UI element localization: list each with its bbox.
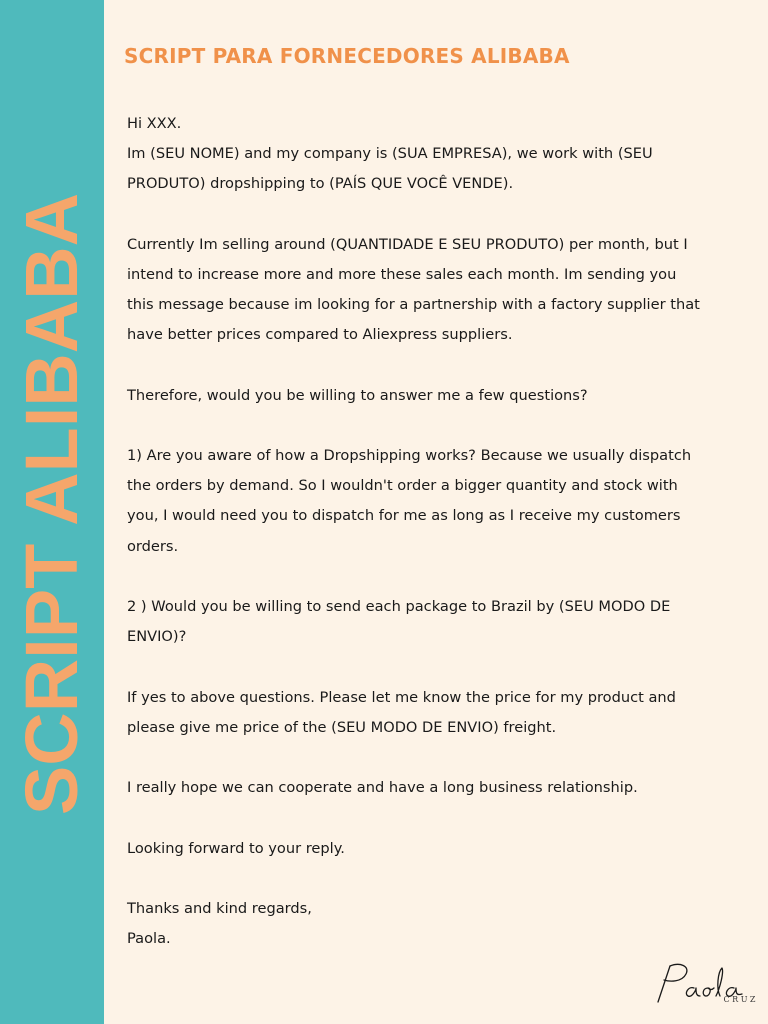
letter-paragraph-line: this message because im looking for a partnership with a factory supplier that <box>127 296 700 314</box>
paragraph-gap <box>127 743 752 773</box>
question-two-line: ENVIO)? <box>127 628 187 646</box>
paragraph-gap <box>127 200 752 230</box>
sidebar-band <box>0 0 104 1024</box>
paragraph-gap <box>127 803 752 833</box>
letter-paragraph-line: Currently Im selling around (QUANTIDADE E SEU PRODUTO) per month, but I <box>127 235 688 253</box>
paragraph-gap <box>127 411 752 441</box>
question-one-line: the orders by demand. So I wouldn't order a bigger quantity and stock with <box>127 477 678 495</box>
question-one-line: 1) Are you aware of how a Dropshipping works? Because we usually dispatch <box>127 447 692 465</box>
letter-paragraph-line: I really hope we can cooperate and have a long business relationship. <box>127 779 638 797</box>
question-two-line: 2 ) Would you be willing to send each package to Brazil by (SEU MODO DE <box>127 598 671 615</box>
paragraph-gap <box>127 652 752 682</box>
letter-paragraph-line: If yes to above questions. Please let me know the price for my product and <box>127 688 676 706</box>
sidebar-vertical-title: SCRIPT ALIBABA <box>10 192 93 816</box>
paragraph-gap <box>127 864 752 894</box>
signature-script-icon <box>650 958 762 1014</box>
page-title: SCRIPT PARA FORNECEDORES ALIBABA <box>124 44 570 68</box>
letter-intro-line: PRODUTO) dropshipping to (PAÍS QUE VOCÊ VENDE). <box>127 175 514 193</box>
question-one-line: you, I would need you to dispatch for me as long as I receive my customers <box>127 507 681 525</box>
letter-closing: Thanks and kind regards, <box>127 899 312 917</box>
letter-paragraph-line: please give me price of the (SEU MODO DE ENVIO) freight. <box>127 718 557 736</box>
letter-body <box>127 109 752 954</box>
paragraph-gap <box>127 351 752 381</box>
letter-paragraph-line: Looking forward to your reply. <box>127 839 345 857</box>
letter-paragraph-line: have better prices compared to Aliexpress suppliers. <box>127 326 513 344</box>
question-one-line: orders. <box>127 537 179 555</box>
letter-sender: Paola. <box>127 930 171 948</box>
signature-subtitle: CRUZ <box>723 995 758 1004</box>
paragraph-gap <box>127 562 752 592</box>
letter-paragraph-line: Therefore, would you be willing to answer me a few questions? <box>127 386 588 404</box>
signature-logo <box>650 958 762 1014</box>
letter-paragraph-line: intend to increase more and more these sales each month. Im sending you <box>127 265 677 283</box>
letter-greeting: Hi XXX. <box>127 115 182 132</box>
letter-intro-line: Im (SEU NOME) and my company is (SUA EMPRESA), we work with (SEU <box>127 145 653 163</box>
